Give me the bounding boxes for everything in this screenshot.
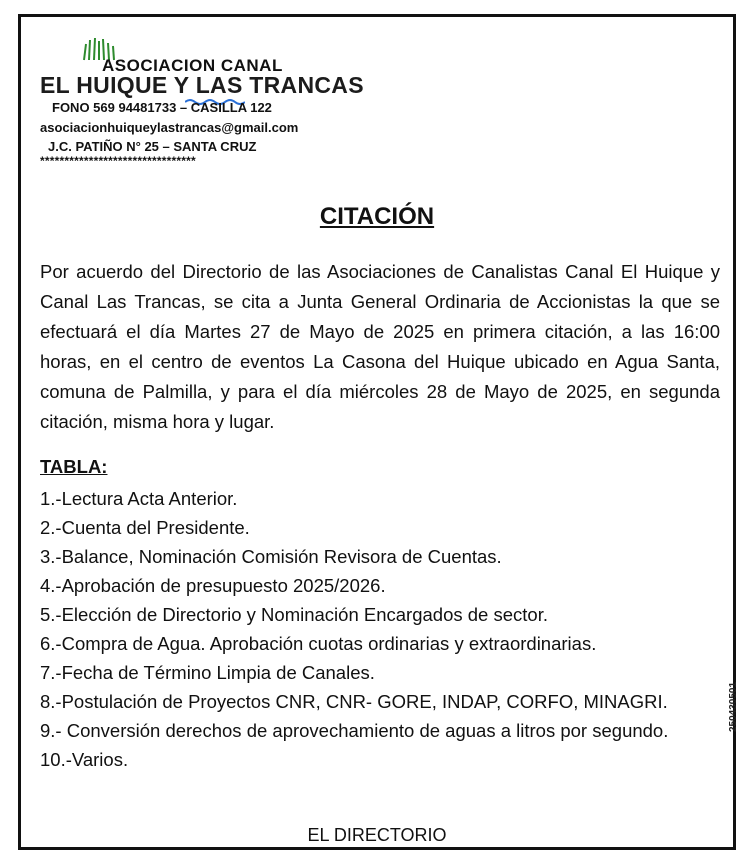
agenda-item: 4.-Aprobación de presupuesto 2025/2026. [40, 575, 386, 596]
agenda-title: TABLA: [40, 456, 108, 477]
signature: EL DIRECTORIO [307, 825, 447, 845]
page-title: CITACIÓN [319, 203, 435, 230]
logo-title-line1: ASOCIACION CANAL [102, 56, 283, 75]
agenda-item: 10.-Varios. [40, 749, 129, 770]
citation-body: Por acuerdo del Directorio de las Asociaciones de Canalistas Canal El Huique y Canal Las Trancas, se cita a Junta General Ordinaria de Accionistas la que se efectuará el día Martes 27 de Mayo de 2025 en primera citación, a las 16:00 horas, en el centro de eventos La Casona del Huique ubicado en Agua Santa, comuna de Palmilla, y para el día miércoles 28 de Mayo de 2025, en segunda citación, misma hora y lugar. [40, 261, 720, 432]
agenda-list [40, 484, 730, 774]
address-line: J.C. PATIÑO N° 25 – SANTA CRUZ [48, 139, 257, 154]
logo-title-line2: EL HUIQUE Y LAS TRANCAS [40, 72, 364, 98]
agenda-item: 7.-Fecha de Término Limpia de Canales. [40, 662, 375, 683]
agenda-item: 3.-Balance, Nominación Comisión Revisora de Cuentas. [40, 546, 502, 567]
side-code: 250430501 [728, 681, 739, 732]
header-separator: ******************************** [40, 154, 196, 168]
agenda-item: 6.-Compra de Agua. Aprobación cuotas ordinarias y extraordinarias. [40, 633, 597, 654]
agenda-item: 5.-Elección de Directorio y Nominación Encargados de sector. [40, 604, 548, 625]
agenda-item: 1.-Lectura Acta Anterior. [40, 488, 238, 509]
email-line: asociacionhuiqueylastrancas@gmail.com [40, 120, 299, 135]
phone-line: FONO 569 94481733 – CASILLA 122 [52, 100, 272, 115]
agenda-item: 2.-Cuenta del Presidente. [40, 517, 250, 538]
agenda-item: 9.- Conversión derechos de aprovechamiento de aguas a litros por segundo. [40, 720, 669, 741]
agenda-item: 8.-Postulación de Proyectos CNR, CNR- GORE, INDAP, CORFO, MINAGRI. [40, 691, 668, 712]
